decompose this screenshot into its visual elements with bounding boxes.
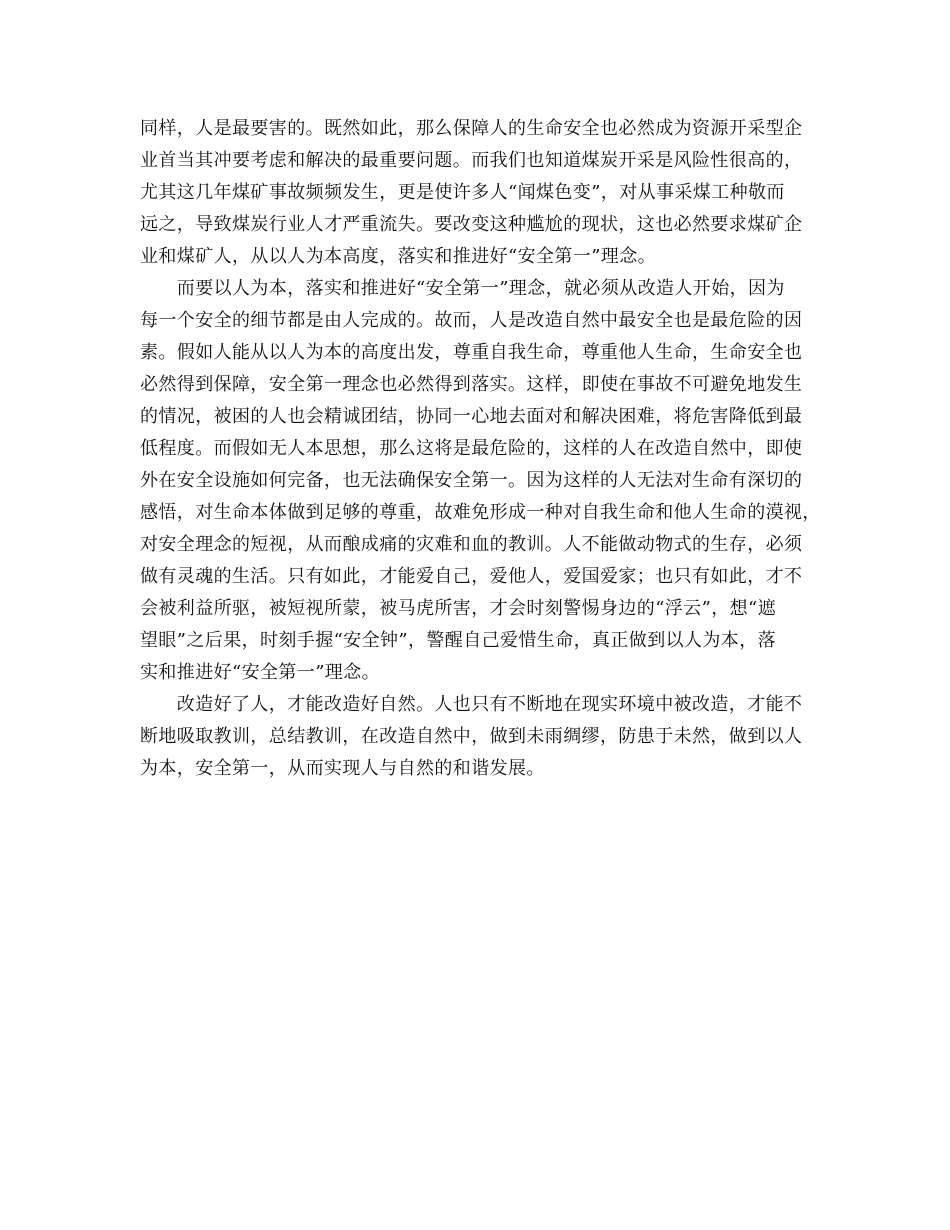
paragraph-2 — [140, 273, 830, 689]
document-body — [140, 113, 830, 785]
paragraph-1 — [140, 113, 830, 273]
text-line: 低程度。而假如无人本思想，那么这将是最危险的，这样的人在改造自然中，即使 — [140, 438, 803, 459]
text-line: 素。假如人能从以人为本的高度出发，尊重自我生命，尊重他人生命，生命安全也 — [140, 342, 803, 363]
text-line: 业和煤矿人，从以人为本高度，落实和推进好“安全第一”理念。 — [140, 246, 657, 267]
text-line: 会被利益所驱，被短视所蒙，被马虎所害，才会时刻警惕身边的“浮云”，想“遮 — [140, 598, 777, 619]
text-line: 业首当其冲要考虑和解决的最重要问题。而我们也知道煤炭开采是风险性很高的， — [140, 150, 803, 171]
text-line: 而要以人为本，落实和推进好“安全第一”理念，就必须从改造人开始，因为 — [140, 278, 785, 299]
text-line: 望眼”之后果，时刻手握“安全钟”，警醒自己爱惜生命，真正做到以人为本，落 — [140, 630, 777, 651]
text-line: 为本，安全第一，从而实现人与自然的和谐发展。 — [140, 758, 545, 779]
text-line: 的情况，被困的人也会精诚团结，协同一心地去面对和解决困难，将危害降低到最 — [140, 406, 803, 427]
text-line: 尤其这几年煤矿事故频频发生，更是使许多人“闻煤色变”，对从事采煤工种敬而 — [140, 182, 785, 203]
text-line: 同样，人是最要害的。既然如此，那么保障人的生命安全也必然成为资源开采型企 — [140, 118, 803, 139]
text-line: 做有灵魂的生活。只有如此，才能爱自己，爱他人，爱国爱家；也只有如此，才不 — [140, 566, 803, 587]
text-line: 改造好了人，才能改造好自然。人也只有不断地在现实环境中被改造，才能不 — [140, 694, 803, 715]
text-line: 外在安全设施如何完备，也无法确保安全第一。因为这样的人无法对生命有深切的 — [140, 470, 803, 491]
text-line: 实和推进好“安全第一”理念。 — [140, 662, 381, 683]
text-line: 必然得到保障，安全第一理念也必然得到落实。这样，即使在事故不可避免地发生 — [140, 374, 803, 395]
text-line: 感悟，对生命本体做到足够的尊重，故难免形成一种对自我生命和他人生命的漠视， — [140, 502, 821, 523]
text-line: 每一个安全的细节都是由人完成的。故而，人是改造自然中最安全也是最危险的因 — [140, 310, 803, 331]
text-line: 断地吸取教训，总结教训，在改造自然中，做到未雨绸缪，防患于未然，做到以人 — [140, 726, 803, 747]
paragraph-3 — [140, 689, 830, 785]
text-line: 远之，导致煤炭行业人才严重流失。要改变这种尴尬的现状，这也必然要求煤矿企 — [140, 214, 803, 235]
text-line: 对安全理念的短视，从而酿成痛的灾难和血的教训。人不能做动物式的生存，必须 — [140, 534, 803, 555]
